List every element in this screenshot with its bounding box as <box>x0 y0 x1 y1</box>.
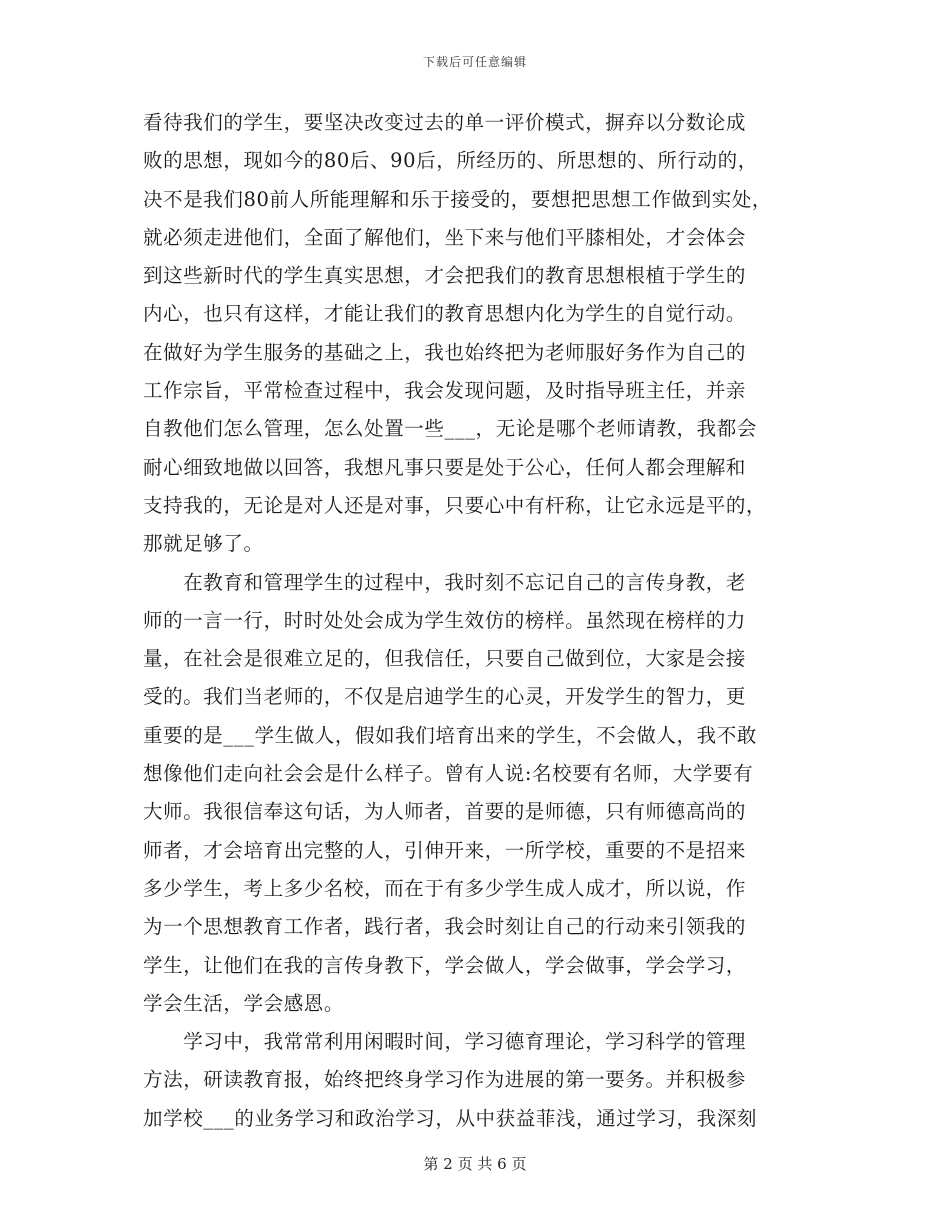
text-line: 看待我们的学生，要坚决改变过去的单一评价模式，摒弃以分数论成 <box>143 111 747 134</box>
text-line: 内心，也只有这样，才能让我们的教育思想内化为学生的自觉行动。 <box>143 302 747 326</box>
text-line: 支持我的，无论是对人还是对事，只要心中有杆称，让它永远是平的， <box>143 493 767 517</box>
text-line: 为一个思想教育工作者，践行者，我会时刻让自己的行动来引领我的 <box>143 915 747 939</box>
text-line: 耐心细致地做以回答，我想凡事只要是处于公心，任何人都会理解和 <box>143 455 747 479</box>
text-line: 师者，才会培育出完整的人，引伸开来，一所学校，重要的不是招来 <box>143 838 747 862</box>
text-line: 在做好为学生服务的基础之上，我也始终把为老师服好务作为自己的 <box>143 340 747 364</box>
text-line: 到这些新时代的学生真实思想，才会把我们的教育思想根植于学生的 <box>143 264 747 288</box>
text-line: 大师。我很信奉这句话，为人师者，首要的是师德，只有师德高尚的 <box>143 800 747 824</box>
text-line: 方法，研读教育报，始终把终身学习作为进展的第一要务。并积极参 <box>143 1068 747 1092</box>
text-line: 学生，让他们在我的言传身教下，学会做人，学会做事，学会学习， <box>143 953 747 977</box>
text-line: 多少学生，考上多少名校，而在于有多少学生成人成才，所以说，作 <box>143 876 747 900</box>
text-line: 量，在社会是很难立足的，但我信任，只要自己做到位，大家是会接 <box>143 647 747 671</box>
text-line: 决不是我们80前人所能理解和乐于接受的，要想把思想工作做到实处， <box>143 187 773 211</box>
text-line: 受的。我们当老师的，不仅是启迪学生的心灵，开发学生的智力，更 <box>143 685 747 709</box>
text-line: 加学校___的业务学习和政治学习，从中获益菲浅，通过学习，我深刻 <box>143 1106 757 1130</box>
page-number: 第 2 页 共 6 页 <box>423 1155 527 1173</box>
text-line: 就必须走进他们，全面了解他们，坐下来与他们平膝相处，才会体会 <box>143 225 747 249</box>
text-line: 重要的是___学生做人，假如我们培育出来的学生，不会做人，我不敢 <box>143 723 757 747</box>
text-line: 学习中，我常常利用闲暇时间，学习德育理论，学习科学的管理 <box>143 1030 747 1054</box>
text-line: 工作宗旨，平常检查过程中，我会发现问题，及时指导班主任，并亲 <box>143 379 747 403</box>
text-line: 败的思想，现如今的80后、90后，所经历的、所思想的、所行动的， <box>143 149 758 173</box>
text-line: 想像他们走向社会会是什么样子。曾有人说:名校要有名师，大学要有 <box>143 762 754 786</box>
text-line: 在教育和管理学生的过程中，我时刻不忘记自己的言传身教，老 <box>143 570 747 594</box>
page-header: 下载后可任意编辑 <box>422 55 527 69</box>
text-line: 那就足够了。 <box>143 532 264 556</box>
text-line: 师的一言一行，时时处处会成为学生效仿的榜样。虽然现在榜样的力 <box>143 608 747 632</box>
text-line: 学会生活，学会感恩。 <box>143 991 345 1015</box>
document-body <box>143 104 823 1138</box>
text-line: 自教他们怎么管理，怎么处置一些___，无论是哪个老师请教，我都会 <box>143 417 757 441</box>
